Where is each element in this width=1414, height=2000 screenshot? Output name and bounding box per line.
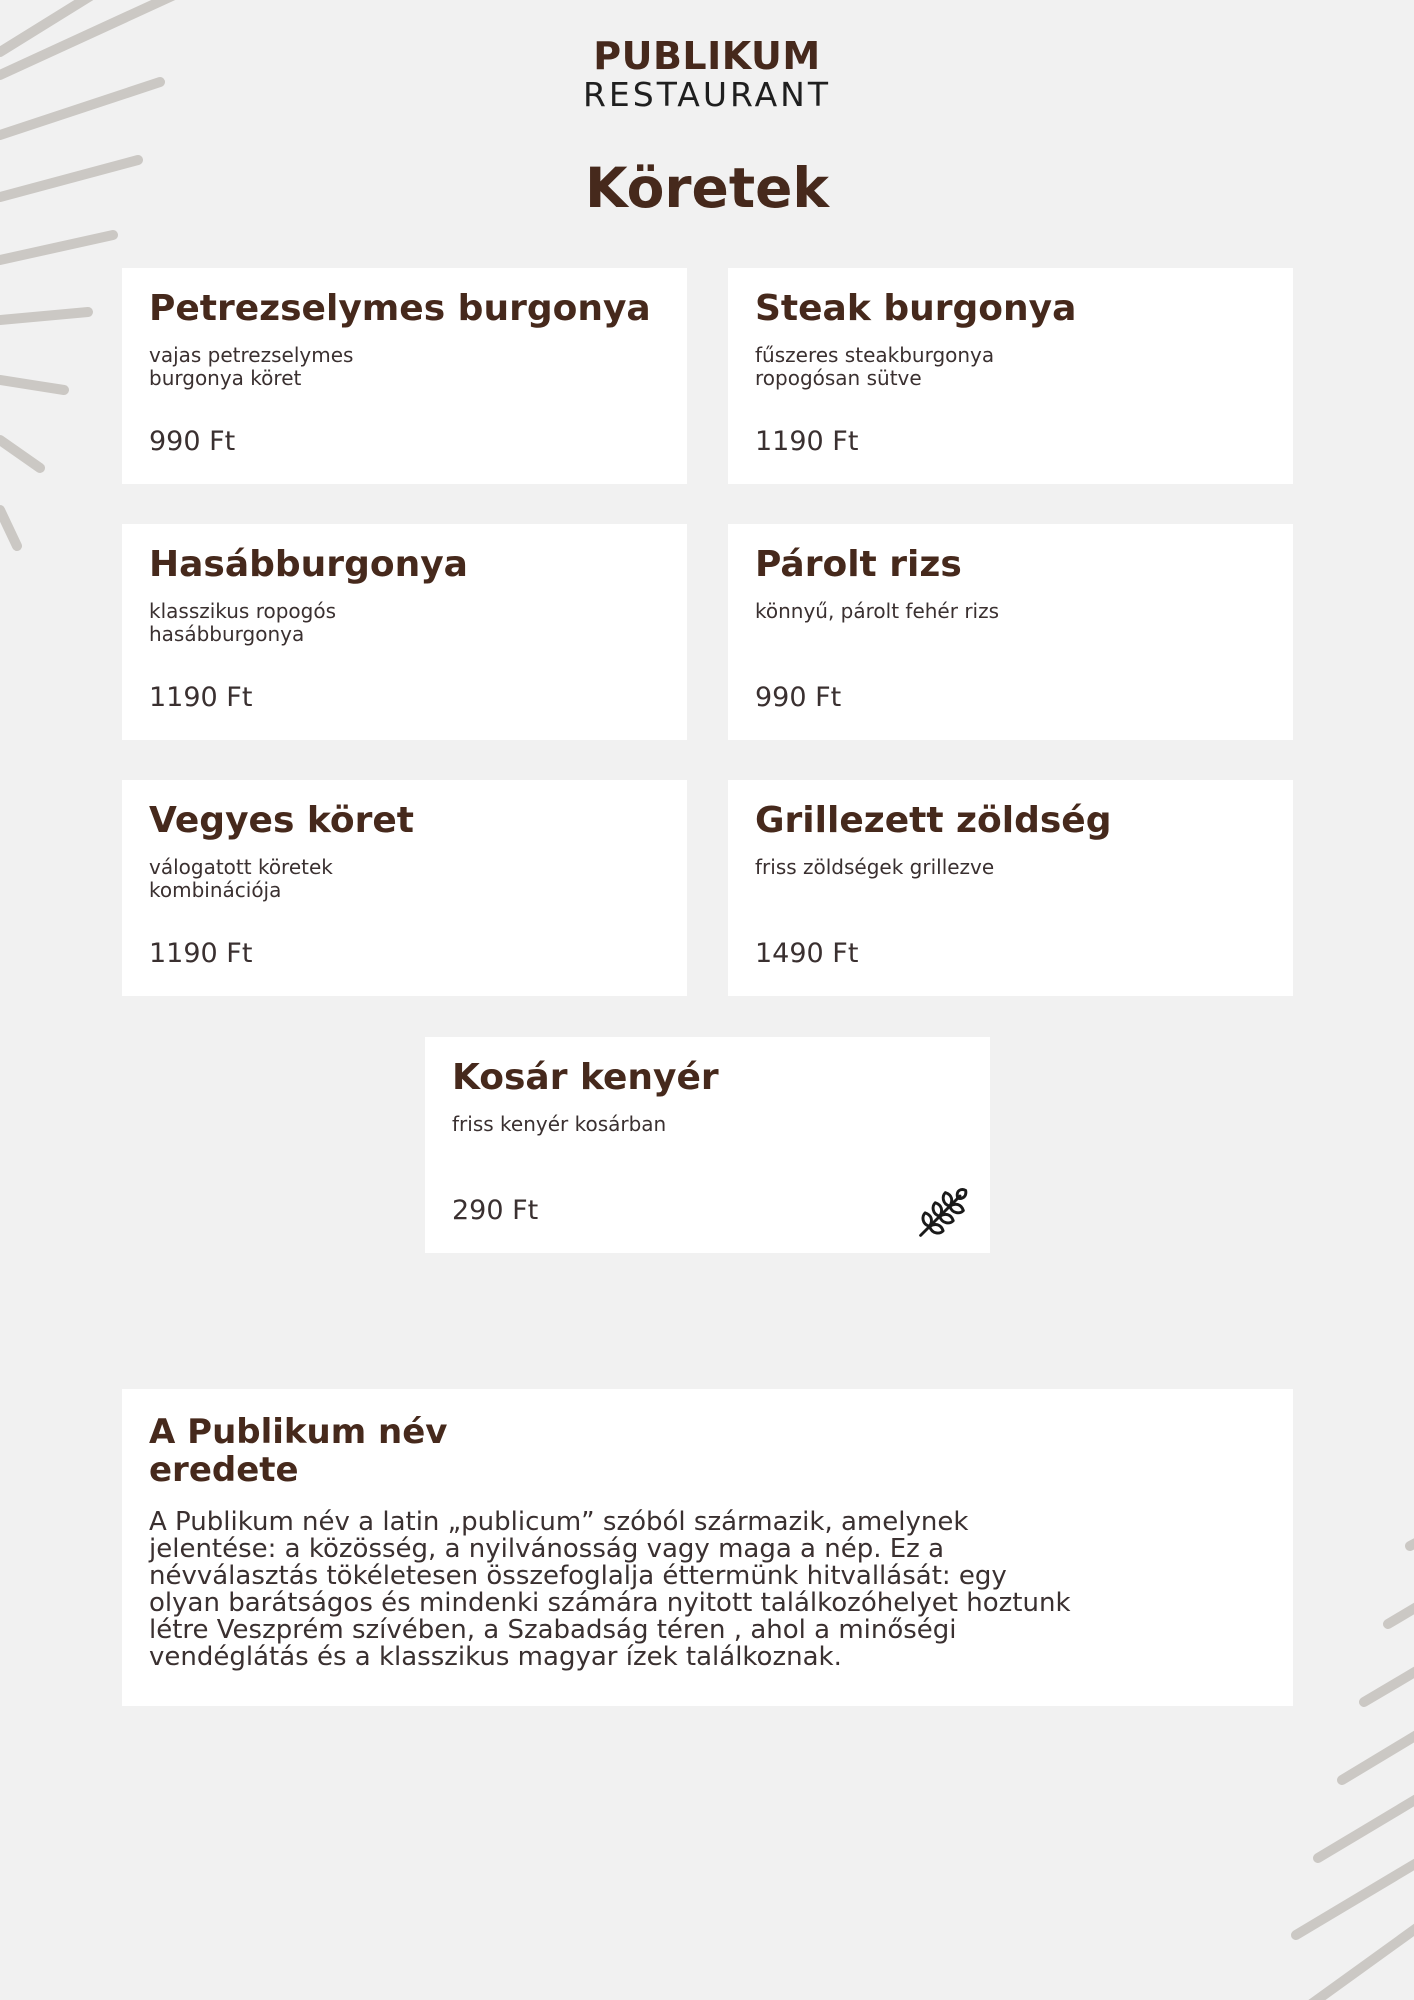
menu-item-title: Steak burgonya [755, 288, 1077, 329]
menu-item-title: Hasábburgonya [149, 544, 468, 585]
menu-item-description: válogatott köretek kombinációja [149, 855, 333, 902]
menu-item-description: klasszikus ropogós hasábburgonya [149, 599, 337, 646]
menu-item-price: 990 Ft [149, 426, 236, 457]
origin-section [122, 1389, 1293, 1706]
menu-item-description: friss kenyér kosárban [452, 1112, 667, 1136]
origin-title: A Publikum név eredete [149, 1412, 448, 1490]
menu-item-card [122, 524, 687, 740]
wheat-icon [915, 1187, 969, 1241]
menu-item-card [728, 524, 1293, 740]
menu-item-card [728, 268, 1293, 484]
menu-item-title: Grillezett zöldség [755, 800, 1112, 841]
menu-item-title: Vegyes köret [149, 800, 415, 841]
menu-item-price: 1190 Ft [149, 682, 253, 713]
menu-item-price: 1190 Ft [755, 426, 859, 457]
menu-item-title: Kosár kenyér [452, 1057, 719, 1098]
page-title: Köretek [584, 156, 830, 220]
menu-item-title: Párolt rizs [755, 544, 962, 585]
origin-text: A Publikum név a latin „publicum” szóból származik, amelynek jelentése: a közösség, a nyilvánosság vagy maga a nép. Ez a névválasztás tökéletesen összefoglalja éttermünk hitvallását: egy olyan barátságos és mindenki számára nyitott találkozóhelyet hoztunk létre Veszprém szívében, a Szabadság téren , ahol a minőségi vendéglátás és a klasszikus magyar ízek találkoznak. [149, 1507, 1071, 1672]
menu-item-card [728, 780, 1293, 996]
menu-item-description: könnyű, párolt fehér rizs [755, 599, 1000, 623]
menu-item-price: 990 Ft [755, 682, 842, 713]
menu-item-description: friss zöldségek grillezve [755, 855, 995, 879]
logo-subtitle: RESTAURANT [582, 75, 832, 114]
restaurant-logo [0, 36, 1414, 114]
menu-item-description: fűszeres steakburgonya ropogósan sütve [755, 343, 995, 390]
menu-item-description: vajas petrezselymes burgonya köret [149, 343, 354, 390]
menu-item-card [122, 780, 687, 996]
menu-item-price: 290 Ft [452, 1195, 539, 1226]
menu-item-title: Petrezselymes burgonya [149, 288, 651, 329]
logo-name: PUBLIKUM [593, 34, 821, 78]
menu-item-price: 1490 Ft [755, 938, 859, 969]
menu-item-card [122, 268, 687, 484]
menu-item-card [425, 1037, 990, 1253]
menu-item-price: 1190 Ft [149, 938, 253, 969]
